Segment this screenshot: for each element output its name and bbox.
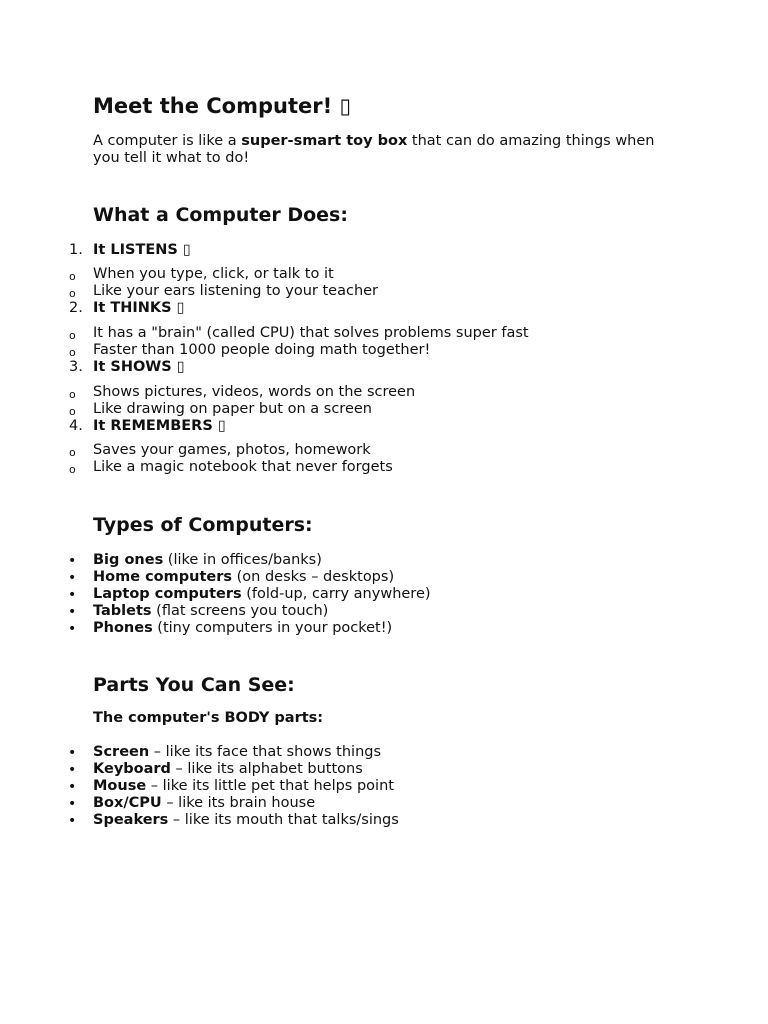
sub-item: Like your ears listening to your teacher (93, 283, 379, 299)
list-item: Home computers (on desks – desktops) (93, 569, 395, 585)
list-number: 3. (69, 359, 83, 375)
list-item: Mouse – like its little pet that helps point (93, 778, 394, 794)
bullet: • (68, 745, 77, 761)
sub-item: Like drawing on paper but on a screen (93, 401, 372, 417)
subheading-body-parts: The computer's BODY parts: (93, 710, 324, 726)
list-number: 4. (69, 418, 83, 434)
bullet: • (68, 553, 77, 569)
list-item-label: It THINKS ▯ (93, 300, 185, 316)
sub-item: Shows pictures, videos, words on the screen (93, 384, 416, 400)
sub-bullet: o (69, 388, 76, 401)
sub-bullet: o (69, 270, 76, 283)
list-item-label: It REMEMBERS ▯ (93, 418, 226, 434)
bullet: • (68, 604, 77, 620)
sub-item: Faster than 1000 people doing math together! (93, 342, 431, 358)
heading-parts-you-can-see: Parts You Can See: (93, 674, 295, 696)
heading-types-of-computers: Types of Computers: (93, 514, 313, 536)
list-item: Box/CPU – like its brain house (93, 795, 316, 811)
sub-item: It has a "brain" (called CPU) that solves problems super fast (93, 325, 529, 341)
sub-item: Like a magic notebook that never forgets (93, 459, 393, 475)
list-number: 2. (69, 300, 83, 316)
sub-bullet: o (69, 329, 76, 342)
bullet: • (68, 779, 77, 795)
sub-bullet: o (69, 405, 76, 418)
heading-what-computer-does: What a Computer Does: (93, 204, 348, 226)
page-title: Meet the Computer! ▯ (93, 94, 352, 118)
list-item-label: It LISTENS ▯ (93, 242, 191, 258)
list-item: Screen – like its face that shows things (93, 744, 382, 760)
bullet: • (68, 796, 77, 812)
list-item: Laptop computers (fold-up, carry anywhere) (93, 586, 431, 602)
list-number: 1. (69, 242, 83, 258)
list-item: Keyboard – like its alphabet buttons (93, 761, 363, 777)
bullet: • (68, 587, 77, 603)
list-item: Big ones (like in offices/banks) (93, 552, 322, 568)
list-item-label: It SHOWS ▯ (93, 359, 185, 375)
sub-bullet: o (69, 446, 76, 459)
bullet: • (68, 762, 77, 778)
sub-bullet: o (69, 346, 76, 359)
bullet: • (68, 570, 77, 586)
sub-item: When you type, click, or talk to it (93, 266, 334, 282)
list-item: Tablets (flat screens you touch) (93, 603, 329, 619)
list-item: Phones (tiny computers in your pocket!) (93, 620, 393, 636)
intro-paragraph: A computer is like a super-smart toy box that can do amazing things when you tell it what to do! (93, 133, 655, 166)
sub-bullet: o (69, 287, 76, 300)
list-item: Speakers – like its mouth that talks/sings (93, 812, 399, 828)
bullet: • (68, 621, 77, 637)
sub-item: Saves your games, photos, homework (93, 442, 371, 458)
sub-bullet: o (69, 463, 76, 476)
bullet: • (68, 813, 77, 829)
